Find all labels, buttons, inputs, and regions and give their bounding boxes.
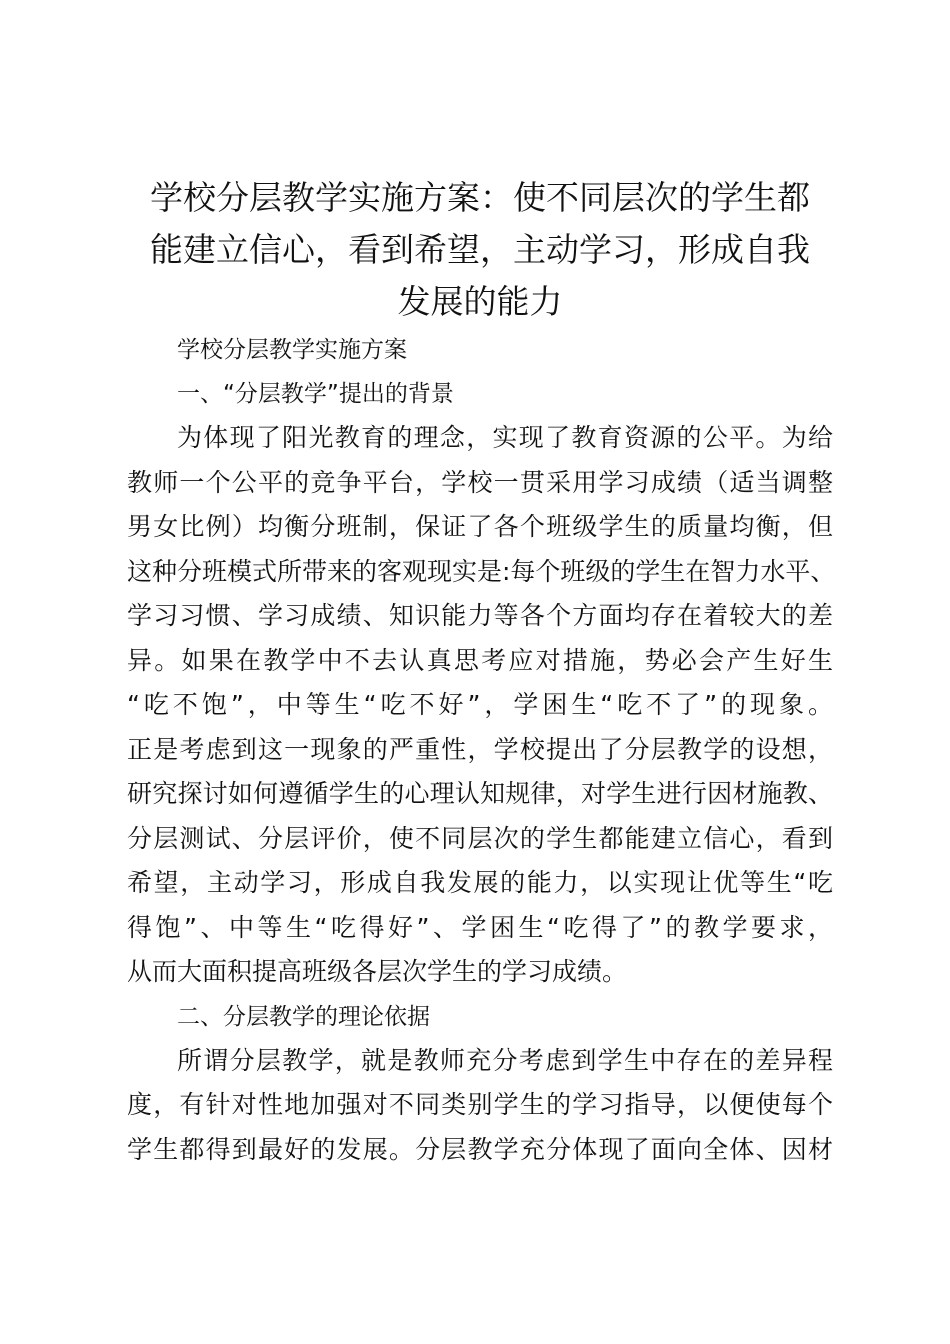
paragraph-line: 度，有针对性地加强对不同类别学生的学习指导，以便使每个 [127, 1090, 833, 1119]
paragraph-line: 教师一个公平的竞争平台，学校一贯采用学习成绩（适当调整 [127, 467, 833, 497]
section-1-heading: 一、“分层教学”提出的背景 [177, 381, 454, 407]
document-page [127, 172, 836, 1172]
document-title [127, 172, 833, 328]
section-2-paragraph [127, 1039, 833, 1173]
paragraph-line: 学习习惯、学习成绩、知识能力等各个方面均存在着较大的差 [127, 601, 833, 630]
title-line-1: 学校分层教学实施方案：使不同层次的学生都 [150, 178, 810, 217]
paragraph-line: 希望，主动学习，形成自我发展的能力，以实现让优等生“吃 [127, 868, 833, 897]
paragraph-line: 正是考虑到这一现象的严重性，学校提出了分层教学的设想， [127, 734, 833, 764]
paragraph-line: “吃不饱”，中等生“吃不好”，学困生“吃不了”的现象。 [127, 690, 833, 719]
paragraph-line: 为体现了阳光教育的理念，实现了教育资源的公平。为给 [177, 423, 833, 452]
title-line-2: 能建立信心，看到希望，主动学习，形成自我 [150, 230, 810, 269]
paragraph-line: 异。如果在教学中不去认真思考应对措施，势必会产生好生 [127, 645, 833, 675]
paragraph-line: 得饱”、中等生“吃得好”、学困生“吃得了”的教学要求， [127, 912, 833, 942]
document-subtitle: 学校分层教学实施方案 [177, 337, 407, 363]
title-line-3: 发展的能力 [397, 282, 563, 321]
paragraph-line: 研究探讨如何遵循学生的心理认知规律，对学生进行因材施教、 [127, 779, 833, 808]
section-2-heading: 二、分层教学的理论依据 [177, 1003, 430, 1030]
paragraph-line: 学生都得到最好的发展。分层教学充分体现了面向全体、因材 [127, 1134, 833, 1164]
paragraph-line: 从而大面积提高班级各层次学生的学习成绩。 [127, 957, 628, 986]
paragraph-line: 这种分班模式所带来的客观现实是:每个班级的学生在智力水平、 [127, 556, 836, 586]
paragraph-line: 分层测试、分层评价，使不同层次的学生都能建立信心，看到 [127, 823, 833, 853]
paragraph-line: 男女比例）均衡分班制，保证了各个班级学生的质量均衡，但 [127, 512, 833, 541]
section-1-paragraph [127, 416, 836, 995]
paragraph-line: 所谓分层教学，就是教师充分考虑到学生中存在的差异程 [177, 1045, 833, 1075]
